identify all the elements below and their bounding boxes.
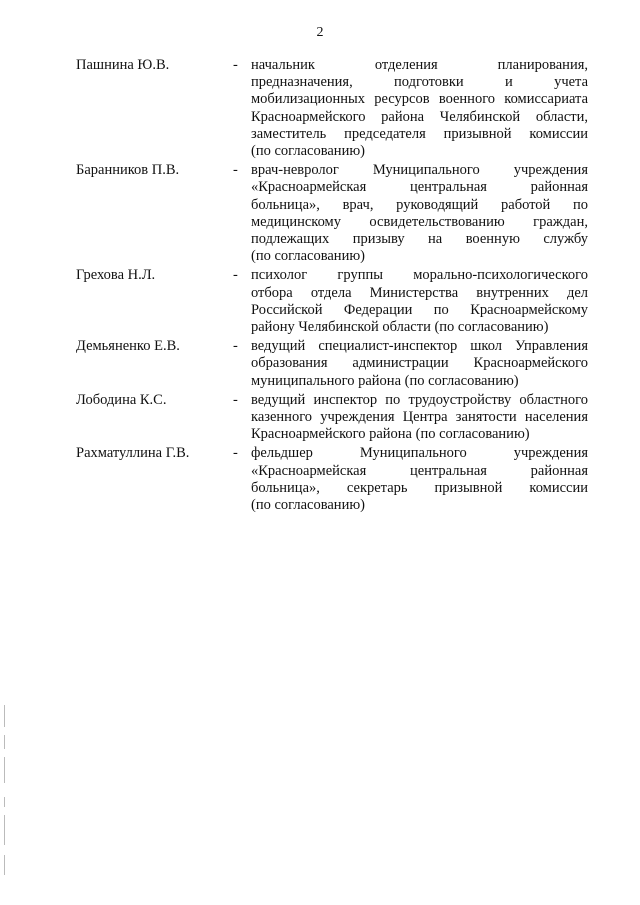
member-dash: -	[233, 445, 238, 462]
position-line: образования администрации Красноармейского	[251, 355, 588, 372]
position-line: «Красноармейская центральная районная	[251, 462, 588, 479]
member-dash: -	[233, 338, 238, 355]
position-line: Красноармейского района (по согласованию)	[251, 426, 530, 443]
position-line: ведущий специалист-инспектор школ Управления	[251, 338, 588, 355]
position-line: медицинскому освидетельствованию граждан,	[251, 213, 588, 230]
position-line: больница», врач, руководящий работой по	[251, 196, 588, 213]
member-dash: -	[233, 57, 238, 73]
member-entry	[0, 57, 640, 160]
position-line: Красноармейского района Челябинской области,	[251, 108, 588, 125]
member-entry	[0, 445, 640, 514]
position-line: подлежащих призыву на военную службу	[251, 231, 588, 248]
position-line: ведущий инспектор по трудоустройству областного	[251, 391, 588, 408]
member-dash: -	[233, 391, 238, 408]
position-line: мобилизационных ресурсов военного комиссариата	[251, 91, 588, 108]
member-entry	[0, 338, 640, 390]
position-line: предназначения, подготовки и учета	[251, 74, 588, 91]
member-position	[251, 57, 588, 160]
position-line: заместитель председателя призывной комиссии	[251, 125, 588, 142]
member-position	[251, 392, 588, 444]
page-number: 2	[316, 25, 324, 40]
member-name: Баранников П.В.	[76, 162, 180, 179]
position-line: врач-невролог Муниципального учреждения	[251, 162, 588, 179]
position-line: району Челябинской области (по согласованию)	[251, 319, 549, 336]
position-line: фельдшер Муниципального учреждения	[251, 445, 588, 462]
member-position	[251, 162, 588, 265]
position-line: (по согласованию)	[251, 248, 365, 265]
member-name: Демьяненко Е.В.	[76, 338, 180, 355]
position-line: казенного учреждения Центра занятости населения	[251, 409, 588, 426]
member-name: Рахматуллина Г.В.	[76, 445, 190, 462]
member-position	[251, 267, 588, 336]
member-dash: -	[233, 162, 238, 179]
position-line: психолог группы морально-психологического	[251, 267, 588, 284]
position-line: (по согласованию)	[251, 497, 365, 514]
member-entry	[0, 267, 640, 336]
member-position	[251, 338, 588, 390]
member-entry	[0, 162, 640, 265]
member-position	[251, 445, 588, 514]
position-line: муниципального района (по согласованию)	[251, 372, 519, 389]
position-line: отбора отдела Министерства внутренних дел	[251, 284, 588, 301]
member-name: Пашнина Ю.В.	[76, 57, 170, 73]
member-dash: -	[233, 267, 238, 284]
position-line: начальник отделения планирования,	[251, 57, 588, 73]
position-line: «Красноармейская центральная районная	[251, 179, 588, 196]
member-entry	[0, 392, 640, 444]
position-line: Российской Федерации по Красноармейскому	[251, 301, 588, 318]
position-line: больница», секретарь призывной комиссии	[251, 479, 588, 496]
member-name: Лободина К.С.	[76, 391, 167, 408]
scan-margin-marks	[2, 705, 8, 885]
member-name: Грехова Н.Л.	[76, 267, 156, 284]
commission-members-list	[0, 57, 640, 516]
position-line: (по согласованию)	[251, 143, 365, 160]
